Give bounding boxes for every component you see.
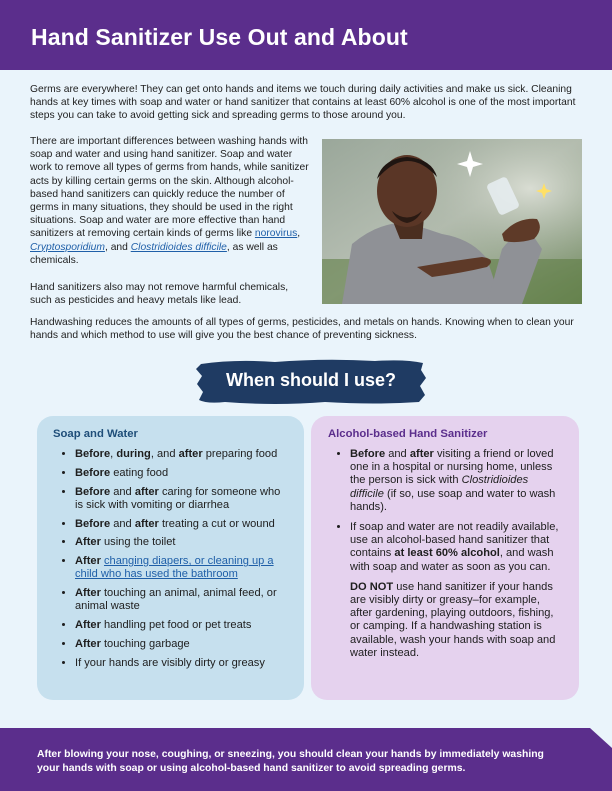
- hand-sanitizer-card: [311, 416, 579, 700]
- list-item: • If soap and water are not readily available, use an alcohol-based hand sanitizer that contains at least 60% alcohol, and wash with soap and water as soon as you can.: [350, 521, 565, 574]
- sanitizer-card-title: Alcohol-based Hand Sanitizer: [328, 428, 488, 440]
- list-item: • Before and after visiting a friend or loved one in a hospital or nursing home, unless the person is sick with Clostridioides difficile (if so, use soap and water to wash hands).: [350, 448, 565, 514]
- list-item: • After handling pet food or pet treats: [75, 619, 290, 632]
- differences-paragraph: [30, 135, 310, 267]
- list-item: • Before and after treating a cut or wound: [75, 518, 290, 531]
- differences-text-end: , as well as chemicals.: [30, 241, 278, 266]
- changing-diapers-link[interactable]: changing diapers, or cleaning up a child who has used the bathroom: [75, 555, 274, 581]
- list-item: • Before, during, and after preparing food: [75, 448, 290, 461]
- do-not-warning: DO NOT use hand sanitizer if your hands are visibly dirty or greasy–for example, after gardening, playing outdoors, fishing, or camping. If a handwashing station is available, wash your hands with soap and water instead.: [350, 580, 556, 659]
- norovirus-link[interactable]: norovirus: [254, 228, 298, 240]
- list-item: • After touching an animal, animal feed, or animal waste: [75, 587, 290, 613]
- differences-separator: ,: [297, 228, 301, 240]
- soap-and-water-card: [37, 416, 304, 700]
- footer-text: After blowing your nose, coughing, or sneezing, you should clean your hands by immediately washing your hands with soap or using alcohol-based hand sanitizer to avoid spreading germs.: [37, 749, 544, 774]
- list-item: • After changing diapers, or cleaning up a child who has used the bathroom: [75, 555, 290, 581]
- page-header: [0, 0, 612, 70]
- footer-banner: [0, 728, 612, 791]
- sanitizer-list: [328, 448, 565, 574]
- differences-separator: , and: [104, 241, 131, 253]
- soap-list: [53, 448, 290, 670]
- page-title: Hand Sanitizer Use Out and About: [31, 24, 408, 50]
- soap-card-title: Soap and Water: [53, 428, 138, 440]
- list-item: • Before and after caring for someone who is sick with vomiting or diarrhea: [75, 486, 290, 512]
- clostridioides-difficile-link[interactable]: Clostridioides difficile: [130, 241, 227, 253]
- handwashing-note-paragraph: Handwashing reduces the amounts of all types of germs, pesticides, and metals on hands. Knowing when to clean your hands and which method to use will give you the best chance of preventing sickness.: [30, 317, 574, 342]
- differences-text: There are important differences between washing hands with soap and water and using hand sanitizer. Soap and water work to remove all types of germs from hands, while sanitizer acts by killing certain germs on the skin. Although alcohol-based hand sanitizers can quickly reduce the number of germs in many situations, they should be used in the right situations. Soap and water are more effective than hand sanitizers at removing certain kinds of germs like: [30, 136, 309, 240]
- list-item: • If your hands are visibly dirty or greasy: [75, 657, 290, 670]
- banner-label: When should I use?: [226, 370, 396, 390]
- remove-note-paragraph: Hand sanitizers also may not remove harmful chemicals, such as pesticides and heavy metals like lead.: [30, 282, 289, 307]
- list-item: • After using the toilet: [75, 536, 290, 549]
- list-item: • After touching garbage: [75, 638, 290, 651]
- intro-paragraph: Germs are everywhere! They can get onto hands and items we touch during daily activities and make us sick. Cleaning hands at key times with soap and water or hand sanitizer that contains at least 60% alcohol is one of the most important steps you can take to avoid getting sick and spreading germs to those around you.: [30, 84, 576, 122]
- man-using-hand-sanitizer-photo: [322, 139, 582, 304]
- cryptosporidium-link[interactable]: Cryptosporidium: [30, 241, 105, 253]
- list-item: • Before eating food: [75, 467, 290, 480]
- when-to-use-banner: [195, 358, 427, 406]
